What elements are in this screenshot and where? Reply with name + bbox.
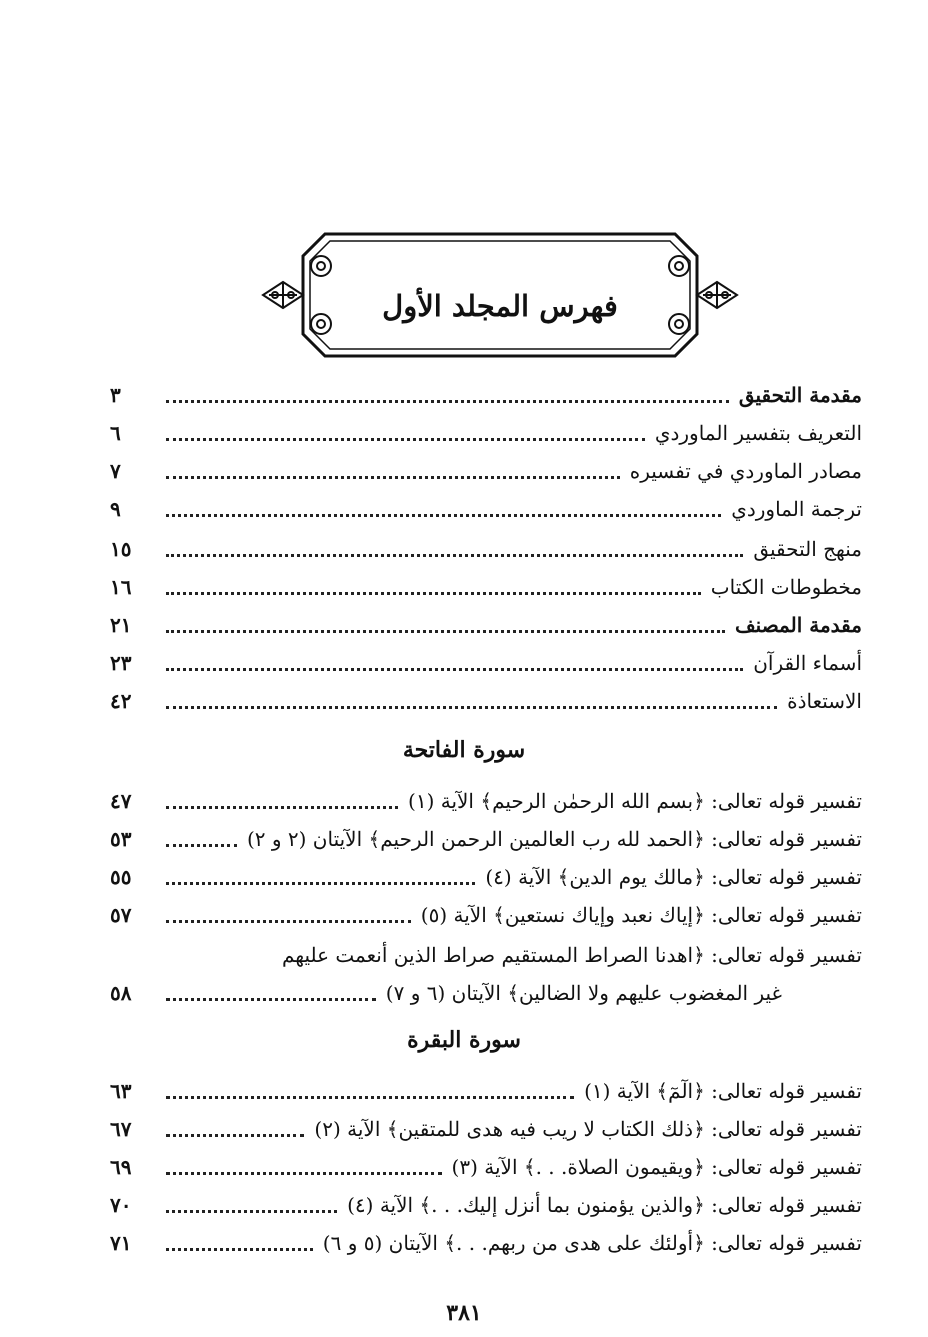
leader-dots [166, 998, 376, 1001]
toc-entry-page: ٢١ [110, 613, 132, 637]
toc-entry [110, 782, 862, 820]
toc-entry [110, 644, 862, 682]
toc-entry [110, 414, 862, 452]
toc-entry [110, 1072, 862, 1110]
toc-entry-page: ٧٠ [110, 1193, 132, 1217]
toc-entry-page: ٥٧ [110, 903, 132, 927]
leader-dots [166, 1096, 574, 1099]
toc-entry [110, 858, 862, 896]
leader-dots [166, 920, 411, 923]
leader-dots [166, 1248, 313, 1251]
leader-dots [166, 514, 721, 517]
toc-entry-label: مقدمة التحقيق [738, 383, 862, 407]
toc-entry-label: غير المغضوب عليهم ولا الضالين﴾ الآيتان (٦ و ٧) [385, 981, 782, 1005]
leader-dots [166, 438, 645, 441]
leader-dots [166, 668, 743, 671]
toc-entry-page: ٦٣ [110, 1079, 132, 1103]
toc-entry [110, 682, 862, 720]
toc-entry-label: تفسير قوله تعالى: ﴿بسم الله الرحمٰن الرحيم﴾ الآية (١) [408, 789, 862, 813]
toc-entry-page: ٢٣ [110, 651, 132, 675]
toc-entry-page: ٧١ [110, 1231, 132, 1255]
toc-entry-page: ٥٨ [110, 981, 132, 1005]
toc-entry-label: تفسير قوله تعالى: ﴿أولئك على هدى من ربهم. . .﴾ الآيتان (٥ و ٦) [322, 1231, 862, 1255]
toc-entry-page: ٤٧ [110, 789, 132, 813]
toc-entry [110, 452, 862, 490]
toc-entry-label: أسماء القرآن [753, 651, 862, 675]
toc-entry [110, 1148, 862, 1186]
toc-entry [110, 606, 862, 644]
toc-entry-label: تفسير قوله تعالى: ﴿الحمد لله رب العالمين الرحمن الرحيم﴾ الآيتان (٢ و ٢) [246, 827, 862, 851]
toc-entry [110, 1186, 862, 1224]
toc-entry [110, 1110, 862, 1148]
section-heading-baqara: سورة البقرة [407, 1027, 521, 1053]
toc-entry [110, 936, 862, 974]
leader-dots [166, 1172, 442, 1175]
toc-entry [110, 490, 862, 528]
toc-entry-label: تفسير قوله تعالى: ﴿مالك يوم الدين﴾ الآية (٤) [485, 865, 862, 889]
toc-entry-label: ترجمة الماوردي [731, 497, 862, 521]
toc-entry-label: تفسير قوله تعالى: ﴿والذين يؤمنون بما أنزل إليك. . .﴾ الآية (٤) [347, 1193, 862, 1217]
toc-entry-label: تفسير قوله تعالى: ﴿اهدنا الصراط المستقيم صراط الذين أنعمت عليهم [281, 943, 862, 967]
toc-entry-continuation [110, 974, 862, 1012]
toc-entry-page: ٥٥ [110, 865, 132, 889]
title-cartouche [255, 232, 745, 358]
toc-entry-label: تفسير قوله تعالى: ﴿ويقيمون الصلاة. . .﴾ الآية (٣) [451, 1155, 862, 1179]
toc-entry-page: ٣ [110, 383, 121, 407]
toc-entry-label: التعريف بتفسير الماوردي [654, 421, 862, 445]
toc-entry-page: ٦٩ [110, 1155, 132, 1179]
leader-dots [166, 844, 237, 847]
toc-entry [110, 530, 862, 568]
toc-entry-page: ١٦ [110, 575, 132, 599]
leader-dots [166, 592, 701, 595]
toc-entry-label: تفسير قوله تعالى: ﴿ذلك الكتاب لا ريب فيه هدى للمتقين﴾ الآية (٢) [314, 1117, 862, 1141]
toc-entry-label: منهج التحقيق [753, 537, 862, 561]
toc-entry-label: تفسير قوله تعالى: ﴿الٓمٓ﴾ الآية (١) [584, 1079, 862, 1103]
toc-entry [110, 896, 862, 934]
toc-entry-label: تفسير قوله تعالى: ﴿إياك نعبد وإياك نستعين﴾ الآية (٥) [420, 903, 862, 927]
toc-entry [110, 1224, 862, 1262]
leader-dots [166, 554, 743, 557]
section-heading-fatiha: سورة الفاتحة [402, 737, 526, 763]
toc-entry-label: مخطوطات الكتاب [710, 575, 862, 599]
toc-entry-page: ٧ [110, 459, 121, 483]
toc-entry [110, 376, 862, 414]
toc-entry-page: ٤٢ [110, 689, 132, 713]
toc-entry [110, 568, 862, 606]
toc-entry-page: ٥٣ [110, 827, 132, 851]
page-title: فهرس المجلد الأول [382, 289, 618, 323]
leader-dots [166, 806, 398, 809]
leader-dots [166, 476, 620, 479]
toc-entry [110, 820, 862, 858]
toc-entry-page: ٦٧ [110, 1117, 132, 1141]
toc-entry-label: مصادر الماوردي في تفسيره [629, 459, 862, 483]
leader-dots [166, 1210, 337, 1213]
leader-dots [166, 882, 475, 885]
toc-entry-page: ٩ [110, 497, 121, 521]
toc-entry-label: مقدمة المصنف [734, 613, 862, 637]
leader-dots [166, 400, 729, 403]
toc-entry-label: الاستعاذة [787, 689, 862, 713]
leader-dots [166, 1134, 304, 1137]
page-number: ٣٨١ [446, 1300, 482, 1326]
leader-dots [166, 706, 777, 709]
toc-entry-page: ٦ [110, 421, 121, 445]
leader-dots [166, 630, 725, 633]
toc-entry-page: ١٥ [110, 537, 132, 561]
